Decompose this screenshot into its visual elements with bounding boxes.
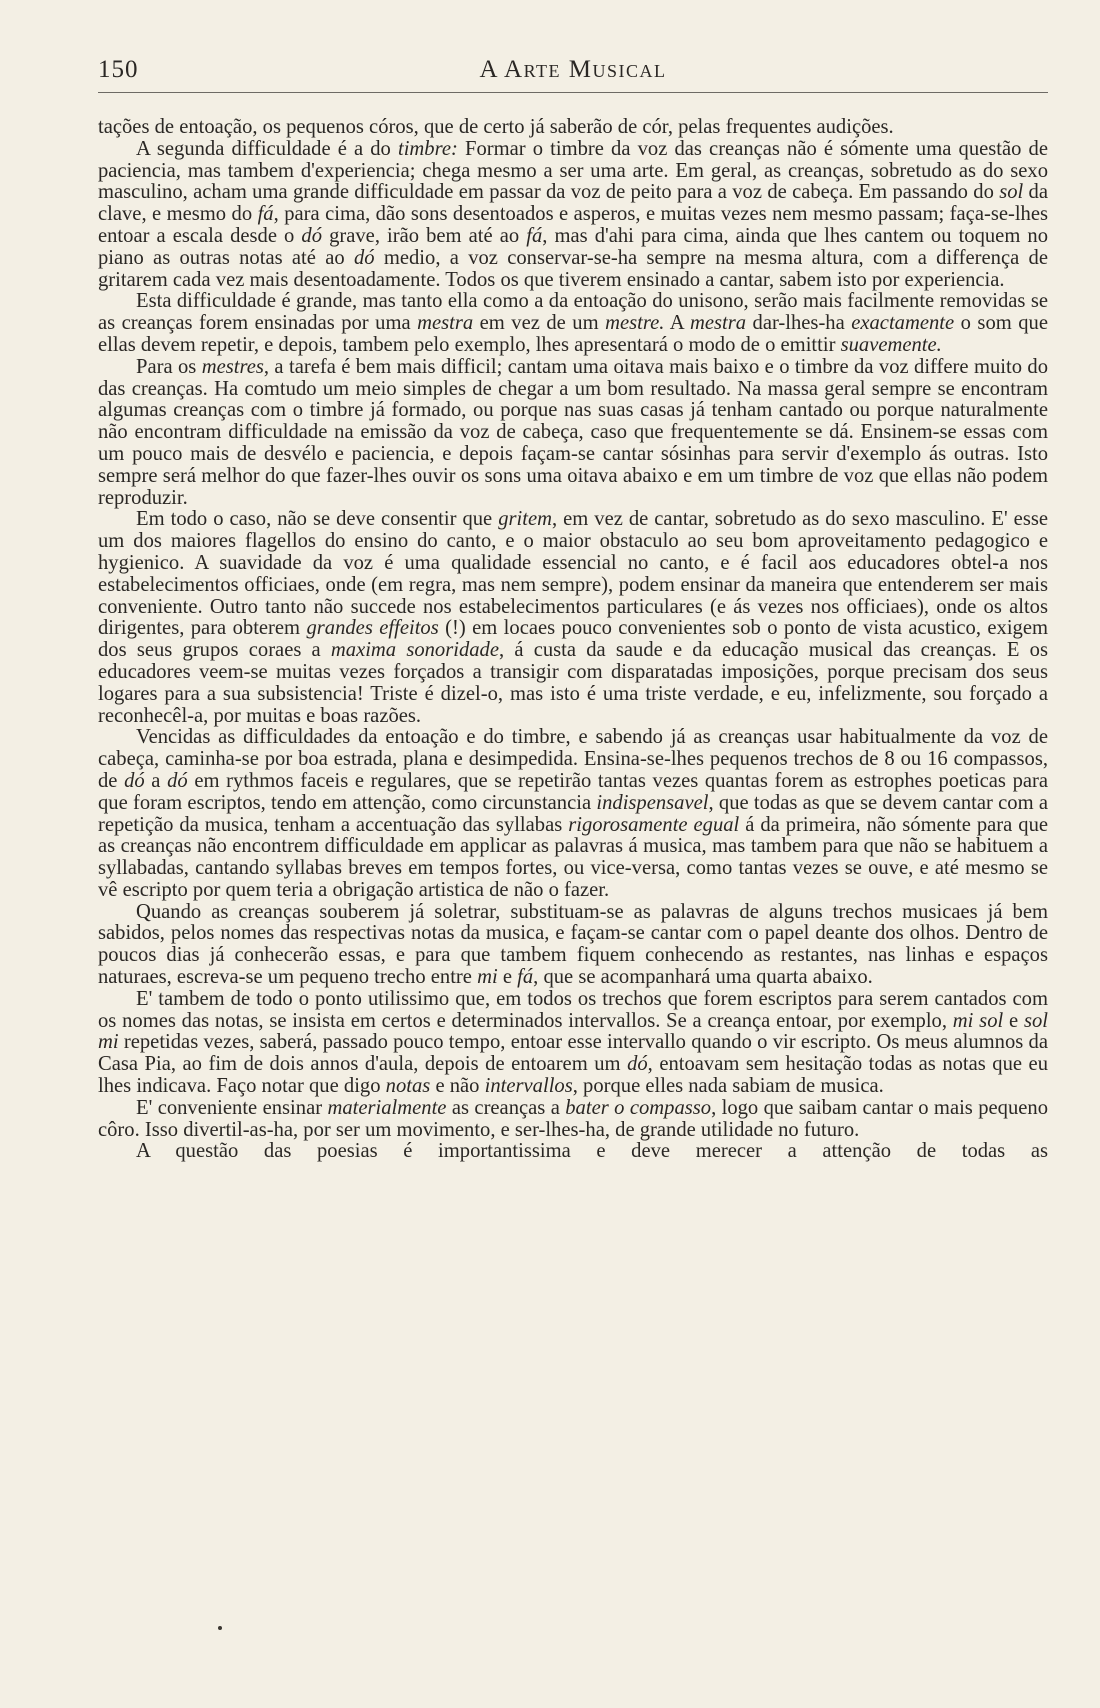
text-run: , em vez de cantar, sobretudo as do sexo masculino. E' esse um dos maiores flagellos do ensino do canto, e o maior obstaculo ao seu bom aproveitamento pedagogico e hygienico. A suavidade da voz é uma qualidade essencial no canto, e é facil aos educadores obtel-a nos estabelecimentos officiaes, onde (em regra, mas nem sempre), podem ensinar da maneira que entenderem ser mais conveniente. Outro tanto não succede nos estabelecimentos particulares (e ás vezes nos officiaes), onde os altos dirigentes, para obterem [98, 508, 1048, 640]
italic-term: mi [477, 966, 498, 989]
italic-term: materialmente [327, 1096, 447, 1119]
text-run: repetidas vezes, saberá, passado pouco tempo, entoar esse intervallo quando o vir escripto. Os meus alumnos da Casa Pia, ao fim de dois annos d'aula, depois de entoarem um [98, 1031, 1048, 1076]
text-run: e [1003, 1009, 1024, 1032]
text-run: , para cima, dão sons desentoados e asperos, e muitas vezes nem mesmo passam; faça-se-lhes entoar a escala desde o [98, 203, 1048, 247]
ink-speck [218, 1626, 222, 1630]
italic-term: dó [627, 1053, 648, 1076]
italic-term: sol mi [98, 1009, 1048, 1054]
text-run: e não [430, 1075, 485, 1098]
paragraph [98, 989, 1048, 1098]
italic-term: rigorosamente egual [568, 813, 740, 836]
text-run: Para os [136, 355, 202, 378]
paragraph [98, 509, 1048, 727]
italic-term: fá [257, 203, 274, 226]
italic-term: mi sol [952, 1009, 1004, 1032]
italic-term: gritem [498, 508, 552, 531]
italic-term: sol [999, 181, 1024, 204]
paragraph [98, 139, 1048, 292]
text-run: , que todas as que se devem cantar com a repetição da musica, tenham a accentuação das syllabas [98, 791, 1048, 836]
paragraph [98, 117, 1048, 139]
text-run: as creanças a [446, 1096, 566, 1119]
italic-term: grandes effeitos [306, 617, 439, 640]
text-run: , mas d'ahi para cima, ainda que lhes cantem ou toquem no piano as outras notas até ao [98, 224, 1048, 269]
paragraph [98, 1098, 1048, 1142]
text-run: E' tambem de todo o ponto utilissimo que, em todos os trechos que forem escriptos para serem cantados com os nomes das notas, se insista em certos e determinados intervallos. Se a creança entoar, por exemplo, [98, 987, 1048, 1032]
text-run: medio, a voz conservar-se-ha sempre na mesma altura, com a differença de gritarem cada vez mais desentoadamente. Todos os que tiverem ensinado a cantar, sabem isto por experiencia. [98, 246, 1048, 291]
text-run: A segunda difficuldade é a do [136, 137, 398, 160]
text-run: em vez de um [473, 312, 606, 335]
italic-term: dó [167, 769, 188, 792]
italic-term: dó [353, 246, 375, 269]
header-rule [98, 92, 1048, 93]
italic-term: bater o compasso [565, 1096, 712, 1119]
italic-term: intervallos [484, 1075, 573, 1098]
text-run: á da primeira, não sómente para que as creanças não encontrem difficuldade em applicar as palavras á musica, mas tambem para que não se habituem a syllabadas, cantando syllabas breves em tempos fortes, ou vice-versa, como tantas vezes se ouve, e até mesmo se vê escripto por quem teria a obrigação artistica de não o fazer. [98, 813, 1049, 901]
paragraph [98, 727, 1048, 901]
text-run: , á custa da saude e da educação musical das creanças. E os educadores veem-se muitas vezes forçados a transigir com disparatadas imposições, porque precisam dos seus logares para a sua subsistencia! Triste é dizel-o, mas isto é uma triste verdade, e eu, infelizmente, sou forçado a reconhecêl-a, por muitas e boas razões. [98, 639, 1048, 727]
italic-term: timbre: [397, 137, 458, 160]
article-body [98, 117, 1048, 1163]
paragraph [98, 1141, 1048, 1163]
text-run: Formar o timbre da voz das creanças não é sómente uma questão de paciencia, mas tambem d'experiencia; chega mesmo a ser uma arte. Em geral, as creanças, sobretudo as do sexo masculino, acham uma grande difficuldade em passar da voz de peito para a voz de cabeça. Em passando do [98, 137, 1048, 204]
text-run: tações de entoação, os pequenos córos, que de certo já saberão de cór, pelas frequentes audições. [98, 116, 894, 138]
italic-term: suavemente. [840, 333, 942, 356]
text-run: A [664, 312, 690, 335]
italic-term: notas [385, 1075, 431, 1098]
text-run: , que se acompanhará uma quarta abaixo. [533, 966, 873, 989]
text-run: Esta difficuldade é grande, mas tanto ella como a da entoação do unisono, serão mais facilmente removidas se as creanças forem ensinadas por uma [98, 290, 1048, 335]
text-run: Vencidas as difficuldades da entoação e do timbre, e sabendo já as creanças usar habitualmente da voz de cabeça, caminha-se por boa estrada, plana e desimpedida. Ensina-se-lhes pequenos trechos de 8 ou 16 compassos, de [98, 726, 1048, 792]
text-run: , a tarefa é bem mais difficil; cantam uma oitava mais baixo e o timbre da voz differe muito do das creanças. Ha comtudo um meio simples de chegar a um bom resultado. Na massa geral sempre se encontram algumas creanças com o timbre já formado, ou porque nas suas casas já tenham cantado ou porque naturalmente não encontram difficuldade na emissão da voz de cabeça, caso que frequentemente se dá. Ensinem-se essas com um pouco mais de desvélo e paciencia, e depois façam-se cantar sósinhas para servir d'exemplo ás outras. Isto sempre será melhor do que fazer-lhes ouvir os sons uma oitava abaixo e em um timbre de voz que ellas não podem reproduzir. [98, 355, 1048, 509]
journal-title: A Arte Musical [479, 56, 667, 83]
italic-term: dó [301, 224, 323, 247]
page-number: 150 [98, 56, 139, 83]
italic-term: mestra [689, 312, 747, 335]
text-run: da clave, e mesmo do [98, 181, 1048, 226]
italic-term: exactamente [851, 312, 955, 335]
text-run: , porque elles nada sabiam de musica. [572, 1075, 884, 1098]
printed-page [98, 54, 1048, 1163]
text-run: Quando as creanças souberem já soletrar, substituam-se as palavras de alguns trechos musicaes já bem sabidos, pelos nomes das respectivas notas da musica, e façam-se cantar com o papel deante dos olhos. Dentro de poucos dias já conhecerão essas, e para que tambem fiquem conhecendo as restantes, nas linhas e espaços naturaes, escreva-se um pequeno trecho entre [98, 900, 1048, 989]
text-run: o som que ellas devem repetir, e depois, tambem pelo exemplo, lhes apresentará o modo de o emittir [98, 312, 1048, 356]
italic-term: mestre. [605, 312, 665, 335]
italic-term: mestra [417, 312, 474, 335]
italic-term: indispensavel [596, 791, 709, 814]
italic-term: dó [124, 769, 145, 792]
text-run: , entoavam sem hesitação todas as notas que eu lhes indicava. Faço notar que digo [98, 1053, 1048, 1098]
text-run: A questão das poesias é importantissima e deve merecer a attenção de todas as [136, 1140, 1048, 1163]
text-run: dar-lhes-ha [746, 312, 852, 335]
paragraph [98, 902, 1048, 989]
text-run: E' conveniente ensinar [136, 1096, 328, 1119]
italic-term: fá [526, 224, 543, 247]
paragraph [98, 291, 1048, 356]
text-run: a [144, 769, 168, 792]
italic-term: maxima sonoridade [330, 639, 499, 662]
running-head [98, 54, 1048, 88]
text-run: e [497, 966, 518, 989]
text-run: (!) em locaes pouco convenientes sob o ponto de vista acustico, exigem dos seus grupos coraes a [98, 617, 1048, 662]
text-run: grave, irão bem até ao [322, 224, 527, 247]
text-run: em rythmos faceis e regulares, que se repetirão tantas vezes quantas forem as estrophes poeticas para que foram escriptos, tendo em attenção, como circunstancia [98, 769, 1049, 814]
paragraph [98, 357, 1048, 510]
italic-term: mestres [201, 355, 264, 378]
text-run: Em todo o caso, não se deve consentir que [136, 508, 499, 531]
text-run: , logo que saibam cantar o mais pequeno côro. Isso divertil-as-ha, por ser um movimento, e ser-lhes-ha, de grande utilidade no futuro. [98, 1096, 1048, 1141]
italic-term: fá [517, 966, 534, 989]
